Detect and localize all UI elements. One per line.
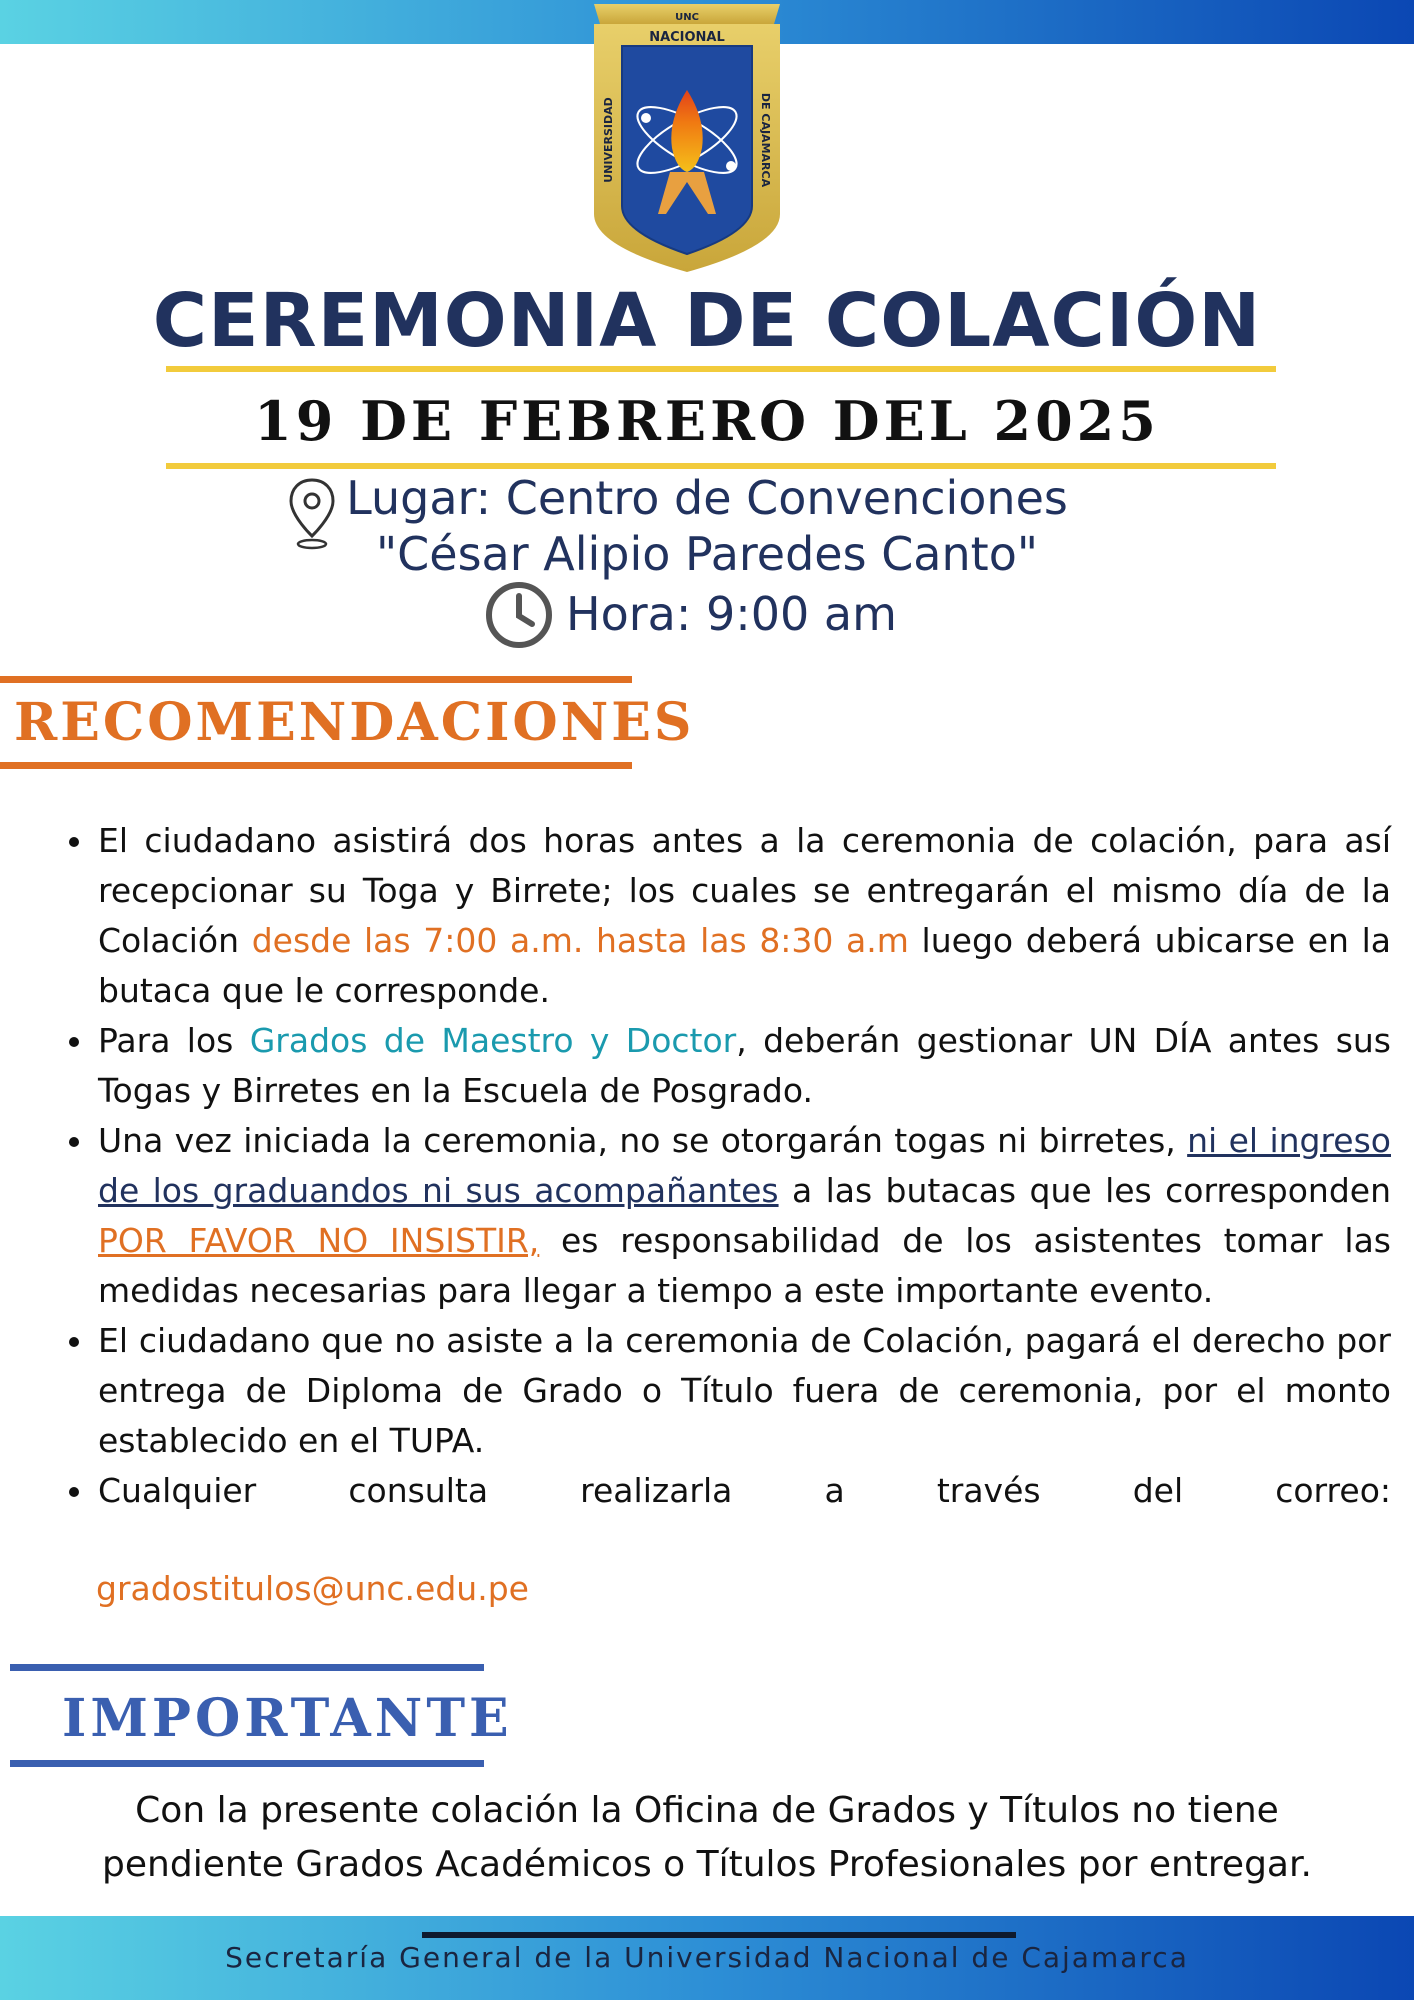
event-time: Hora: 9:00 am — [566, 587, 897, 641]
item1-schedule-highlight: desde las 7:00 a.m. hasta las 8:30 a.m — [251, 921, 909, 960]
important-rule-bottom — [10, 1760, 484, 1767]
seal-text-top: UNC — [675, 12, 699, 23]
item1-text: El ciudadano asistirá dos horas antes a la ceremonia de colación, para así recepcionar su Toga y Birrete; los cuales se entregarán el mismo día de la Colación — [98, 821, 1391, 960]
item2-text: Para los — [98, 1021, 250, 1060]
important-line-2: pendiente Grados Académicos o Títulos Profesionales por entregar. — [102, 1844, 1312, 1885]
item2-text-end: , deberán gestionar UN DÍA antes sus Togas y Birretes en la Escuela de Posgrado. — [98, 1021, 1391, 1110]
venue-line-1: Lugar: Centro de Convenciones — [346, 471, 1068, 525]
seal-text-left: UNIVERSIDAD — [602, 97, 615, 183]
item5-text: Cualquier consulta realizarla a través del correo: — [98, 1471, 1391, 1510]
venue-block — [0, 470, 1414, 582]
seal-text-right: DE CAJAMARCA — [759, 92, 772, 188]
list-item — [96, 1316, 1391, 1466]
important-rule-top — [10, 1664, 484, 1671]
item3-text-middle: a las butacas que les corresponden — [778, 1171, 1391, 1210]
page-title: CEREMONIA DE COLACIÓN — [152, 278, 1262, 364]
seal-text-band: NACIONAL — [649, 30, 725, 45]
item3-underlined-text: ni el ingreso de los graduandos ni sus acompañantes — [98, 1121, 1391, 1210]
footer-text: Secretaría General de la Universidad Nacional de Cajamarca — [225, 1941, 1189, 1974]
list-item — [96, 1016, 1391, 1116]
recommendations-heading: RECOMENDACIONES — [14, 692, 695, 753]
list-item — [96, 1116, 1391, 1316]
list-item — [96, 816, 1391, 1016]
item3-text: Una vez iniciada la ceremonia, no se otorgarán togas ni birretes, — [98, 1121, 1188, 1160]
footer-divider — [422, 1932, 1016, 1938]
important-notice — [0, 1784, 1414, 1892]
item3-text-end: es responsabilidad de los asistentes tomar las medidas necesarias para llegar a tiempo a este importante evento. — [98, 1221, 1391, 1310]
title-rule-top — [166, 366, 1276, 372]
item2-degree-highlight: Grados de Maestro y Doctor — [249, 1021, 737, 1060]
recommendations-list — [60, 816, 1391, 1516]
university-seal — [588, 0, 786, 278]
event-date: 19 DE FEBRERO DEL 2025 — [254, 389, 1160, 453]
item1-text-end: luego deberá ubicarse en la butaca que le corresponde. — [98, 921, 1391, 1010]
list-item — [96, 1466, 1391, 1516]
clock-icon — [484, 580, 554, 650]
important-heading: IMPORTANTE — [62, 1688, 513, 1749]
venue-line-2: "César Alipio Paredes Canto" — [376, 527, 1038, 581]
reco-rule-bottom — [0, 762, 632, 769]
contact-email-link[interactable]: gradostitulos@unc.edu.pe — [96, 1569, 529, 1608]
item3-warning: POR FAVOR NO INSISTIR, — [98, 1221, 540, 1260]
important-line-1: Con la presente colación la Oficina de Grados y Títulos no tiene — [135, 1790, 1279, 1831]
item4-text: El ciudadano que no asiste a la ceremonia de Colación, pagará el derecho por entrega de Diploma de Grado o Título fuera de ceremonia, por el monto establecido en el TUPA. — [98, 1321, 1391, 1460]
date-rule-bottom — [166, 463, 1276, 469]
reco-rule-top — [0, 676, 632, 683]
